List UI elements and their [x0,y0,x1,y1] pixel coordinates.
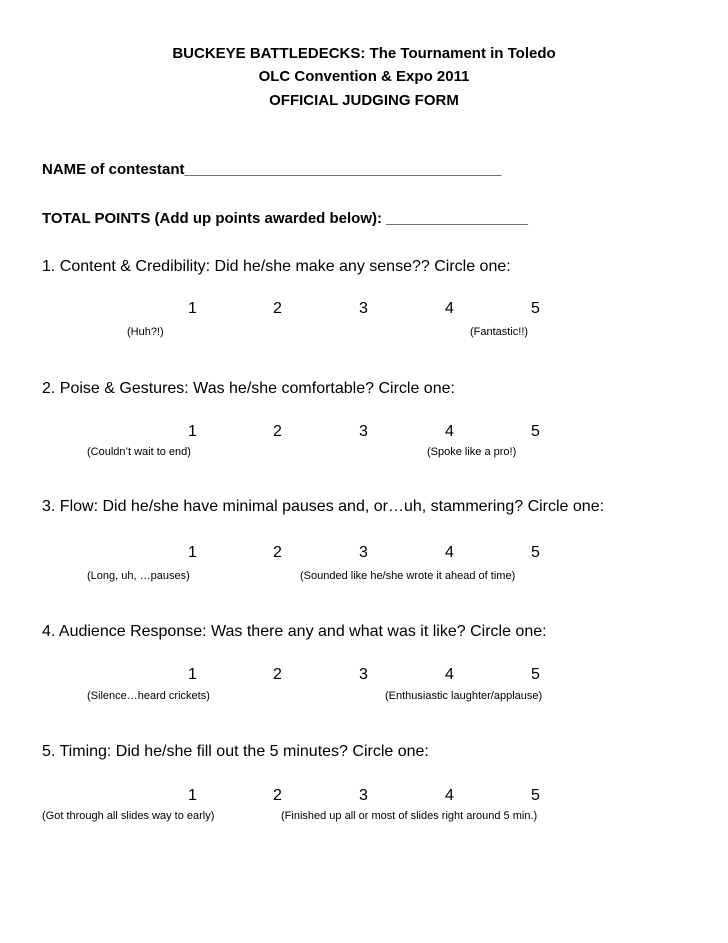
score-option-2[interactable]: 2 [273,423,282,440]
low-anchor-label: (Silence…heard crickets) [87,690,210,702]
low-anchor-label: (Long, uh, …pauses) [87,570,190,582]
contestant-name-field[interactable]: NAME of contestant______________________________________ [42,161,502,178]
form-title: BUCKEYE BATTLEDECKS: The Tournament in Toledo [172,45,556,62]
score-option-1[interactable]: 1 [188,423,197,440]
score-option-4[interactable]: 4 [445,423,454,440]
score-option-3[interactable]: 3 [359,544,368,561]
question-audience-response: 4. Audience Response: Was there any and what was it like? Circle one: [42,623,547,640]
score-option-4[interactable]: 4 [445,787,454,804]
score-option-2[interactable]: 2 [273,787,282,804]
score-option-1[interactable]: 1 [188,787,197,804]
low-anchor-label: (Got through all slides way to early) [42,810,215,822]
score-option-1[interactable]: 1 [188,666,197,683]
score-option-5[interactable]: 5 [531,787,540,804]
score-option-4[interactable]: 4 [445,300,454,317]
score-option-3[interactable]: 3 [359,787,368,804]
score-option-3[interactable]: 3 [359,423,368,440]
high-anchor-label: (Enthusiastic laughter/applause) [385,690,543,702]
question-poise-gestures: 2. Poise & Gestures: Was he/she comfortable? Circle one: [42,380,455,397]
high-anchor-label: (Spoke like a pro!) [427,446,517,458]
low-anchor-label: (Huh?!) [127,326,164,338]
high-anchor-label: (Fantastic!!) [470,326,529,338]
high-anchor-label: (Finished up all or most of slides right around 5 min.) [281,810,538,822]
event-name: OLC Convention & Expo 2011 [258,68,470,85]
score-option-5[interactable]: 5 [531,544,540,561]
score-option-2[interactable]: 2 [273,300,282,317]
high-anchor-label: (Sounded like he/she wrote it ahead of time) [300,570,516,582]
score-option-4[interactable]: 4 [445,544,454,561]
score-option-3[interactable]: 3 [359,666,368,683]
score-option-5[interactable]: 5 [531,423,540,440]
form-subtitle: OFFICIAL JUDGING FORM [269,92,459,109]
score-option-1[interactable]: 1 [188,544,197,561]
total-points-field[interactable]: TOTAL POINTS (Add up points awarded below): _________________ [42,210,528,227]
score-option-5[interactable]: 5 [531,300,540,317]
question-content-credibility: 1. Content & Credibility: Did he/she make any sense?? Circle one: [42,258,511,275]
question-flow: 3. Flow: Did he/she have minimal pauses and, or…uh, stammering? Circle one: [42,498,605,515]
score-option-3[interactable]: 3 [359,300,368,317]
low-anchor-label: (Couldn’t wait to end) [87,446,191,458]
score-option-1[interactable]: 1 [188,300,197,317]
score-option-4[interactable]: 4 [445,666,454,683]
score-option-5[interactable]: 5 [531,666,540,683]
score-option-2[interactable]: 2 [273,666,282,683]
question-timing: 5. Timing: Did he/she fill out the 5 minutes? Circle one: [42,743,429,760]
score-option-2[interactable]: 2 [273,544,282,561]
